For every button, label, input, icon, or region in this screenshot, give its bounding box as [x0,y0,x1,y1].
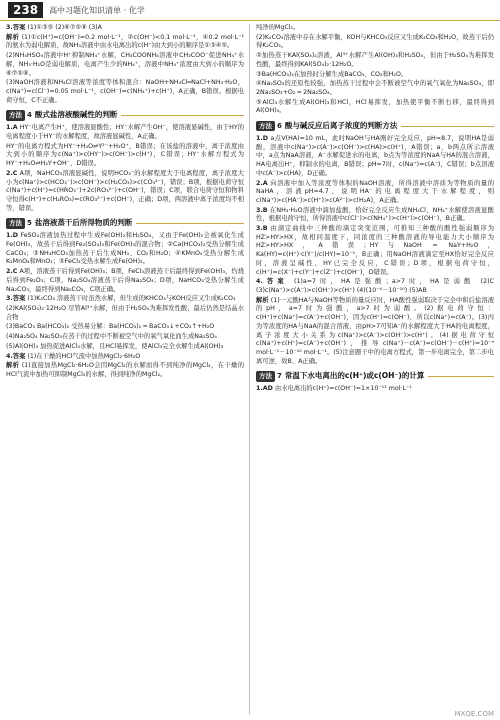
answer-paragraph [6,24,244,33]
answer-paragraph [256,278,494,295]
right-column [256,24,494,714]
section-number: 6 [277,121,282,130]
section-tag: 方法 [6,218,25,229]
answer-paragraph [6,52,244,78]
answer-text: 由水电离出的c(H⁺)=c(OH⁻)=1×10⁻¹² mol·L⁻¹ [274,385,412,393]
answer-paragraph [256,225,494,277]
answer-text: (2)NH₄HSO₄溶液中H⁺抑制NH₄⁺水解，CH₃COONH₄溶液中CH₃COO⁻促进NH₄⁺水解，NH₃·H₂O是弱电解质，电离产生少的NH₄⁺，溶液中NH₄⁺浓度由大到小的顺序为⑥⑦⑤⑧。 [6,52,244,77]
answer-label: 1.A [6,124,18,132]
answer-label: 解析 [6,362,20,370]
page-number: 238 [8,2,43,18]
left-answers-b [6,124,244,213]
answer-text: FeSO₄溶液加热过程中生成Fe(OH)₂和H₂SO₄，又由于Fe(OH)₂会被氧化生成Fe(OH)₃，故蒸干后得到Fe₂(SO₄)₃和Fe(OH)₃的混合物；②Ca(HCO₃)₂受热分解生成CaCO₃；③NH₄HCO₃加热蒸干后生成NH₃、CO₂和H₂O；④KMnO₄受热分解生成K₂MnO₄和MnO₂；⑤FeCl₃受热水解生成Fe(OH)₃。 [6,232,244,266]
answer-text: (1)直接加热MgCl₂·6H₂O会因MgCl₂的水解而得不到纯净的MgCl₂，在干燥的HCl气流中加热可抑制MgCl₂的水解，得到纯净的MgCl₂。 [6,362,244,378]
answer-paragraph [256,207,494,224]
answer-paragraph [6,34,244,51]
answer-text: (1)K₂CO₃ 溶液蒸干时虽然水解，但生成的KHCO₃与KOH反应又生成K₂CO₃ [27,295,236,303]
left-column [6,24,244,714]
answer-label: 1.D [256,135,269,143]
answer-text: 由滴定曲线中三种酸的滴定突变范围，可推知三种酸的酸性强弱顺序为HZ>HY>HX，故相同温度下，同浓度的三种酸溶液的导电能力大小顺序为HZ>HY>HX，A错误；HY与NaOH ═ NaY+H₂O，Ka(HY)=c(H⁺)·c(Y⁻)/c(HY)≈10⁻⁵，B正确；用NaOH溶液滴定至HX恰好完全反应时，溶液呈碱性，HY已完全反应，C错误；D项，根据电荷守恒，c(H⁺)=c(X⁻)+c(Y⁻)+c(Z⁻)+c(OH⁻)，D错误。 [256,225,494,276]
column-divider [249,24,250,714]
answer-text: 纯净的MgCl₂。 [256,24,300,31]
answer-text: ③Ba(HCO₃)₂在加热时分解生成BaCO₃、CO₂和H₂O。 [256,70,408,78]
answer-label: 4.答案 [6,352,26,360]
section-number: 7 [277,371,282,380]
answer-text: HY⁻的电离方程式为HY⁻+H₂O⇌Y²⁻+H₃O⁺，B错误；在该盐的溶液中，离子浓度由大到小的顺序为c(Na⁺)>c(HY⁻)>c(OH⁻)>c(H⁺)，C错误；HY⁻水解方程式为HY⁻+H₂O⇌H₂Y+OH⁻，D错误。 [6,142,244,168]
answer-text: (3)BaCO₃ Ba(HCO₃)₂ 受热易分解：Ba(HCO₃)₂ ═ BaCO₃↓+CO₂↑+H₂O [6,323,215,331]
answer-paragraph [6,124,244,141]
answer-paragraph [256,52,494,69]
answer-paragraph [6,268,244,294]
answer-text: a点V(HA)=10 mL，此时NaOH与HA刚好完全反应，pH=8.7，说明HA是弱酸，溶液中c(Na⁺)>c(A⁻)>c(OH⁻)>c(HA)>c(H⁺)，A错误；a、b两点所示溶液中，a点为NaA溶液，A⁻水解促进水的电离，b点为等浓度的NaA与HA的混合溶液，HA电离出H⁺，抑制水的电离，B错误；pH=7时，c(Na⁺)=c(A⁻)，C错误；b点溶液中c(A⁻)>c(HA)，D正确。 [256,135,494,177]
answer-paragraph [256,135,494,179]
section-tag: 方法 [6,110,25,121]
answer-paragraph [256,297,494,367]
answer-label: 3.B [256,225,268,233]
answer-label: 1.AD [256,385,273,393]
section-title: 酸与碱反应后离子浓度的判断方法 [284,120,398,130]
answer-paragraph [256,24,494,33]
answer-text: 向溶液中加入等浓度等体积的NaOH溶液，所得溶液中溶质为等物质的量的NaHA，溶液pH=4.7，说明HA⁻的电离程度大于水解程度，则c(Na⁺)>c(HA⁻)>c(H⁺)>c(A²⁻)>c(H₂A)，A正确。 [256,179,494,204]
answer-paragraph [6,232,244,267]
watermark: MXQE.COM [454,710,494,718]
answer-text: ④Na₂SO₃的还原性较强，加热蒸干过程中会不断被空气中的氧气氧化为Na₂SO₄，即2Na₂SO₃+O₂ ═ 2Na₂SO₄。 [256,80,494,96]
section-tag: 方法 [256,121,275,132]
answer-label: 1.D [6,232,19,240]
section-tag: 方法 [256,371,275,382]
right-answers-b [256,135,494,366]
answer-label: 解析 [6,33,20,41]
answer-text: (5)Al(OH)₃ 加热促进AlCl₃水解，且HCl易挥发，使AlCl₃完全水解生成Al(OH)₃ [6,342,224,350]
answer-paragraph [6,143,244,169]
right-answers-a [256,24,494,116]
answer-paragraph [6,295,244,304]
answer-label: 2.C [6,268,18,276]
answer-paragraph [6,79,244,105]
answer-text: 在NH₃·H₂O溶液中滴加盐酸，恰好完全反应生成NH₄Cl，NH₄⁺水解使溶液显酸性，根据电荷守恒，所得溶液中c(Cl⁻)>c(NH₄⁺)>c(H⁺)>c(OH⁻)，B正确。 [256,206,494,223]
section-6-heading [256,120,494,132]
answer-paragraph [256,71,494,80]
book-title: 高中习题化知识清单 · 化学 [49,5,145,15]
section-rule [428,376,494,377]
answer-text: A项，NaHCO₃溶液显碱性，说明HCO₃⁻的水解程度大于电离程度，离子浓度大小为c(Na⁺)>c(HCO₃⁻)>c(OH⁻)>c(H₂CO₃)>c(CO₃²⁻)，错误；B项，根据电荷守恒c(Na⁺)+c(H⁺)=c(HRO₃⁻)+2c(RO₃²⁻)+c(OH⁻)，错误；C项，联合电荷守恒和物料守恒得c(H⁺)+c(H₂RO₃)=c(RO₃²⁻)+c(OH⁻)，正确；D项，两溶液中离子浓度均不相等，错误。 [6,169,244,212]
answer-label: 3.答案 [6,24,26,31]
section-title: 盐溶液蒸干后所得物质的判断 [34,218,133,227]
section-rule [401,126,494,127]
answer-label: 3.答案 [6,295,26,303]
page-header [0,0,500,21]
answer-paragraph [6,362,244,379]
left-answers-a [6,24,244,105]
answer-text: (3)NaOH溶液和NH₄Cl溶液等浓度等体积混合：NaOH+NH₄Cl═NaCl+NH₃·H₂O，c(Na⁺)=c(Cl⁻)=0.05 mol·L⁻¹，c(OH⁻)=c(NH₄⁺)+c(H⁺)，A正确，B错误。根据电荷守恒，C不正确。 [6,79,244,104]
section-number: 5 [27,219,32,227]
answer-paragraph [6,333,244,342]
right-answers-c [256,385,494,394]
answer-text: HY⁻电离产生H⁺，使溶液显酸性；HY⁻水解产生OH⁻，使溶液显碱性，由于HY的电离程度小于HY⁻的水解程度，故溶液显碱性，A正确。 [6,124,244,141]
answer-label: 2.C [6,169,18,177]
left-answers-c [6,232,244,379]
answer-text: (1)a=7时，HA是强酸；a>7时，HA是弱酸 (2)C (3)c(Na⁺)>c(A⁻)>c(OH⁻)>c(H⁺) (4)(10⁻⁴－10⁻¹⁰) (5)AB [256,278,494,294]
answer-text: ⑤AlCl₃水解生成Al(OH)₃和HCl，HCl易挥发，加热使平衡不断右移，最终得到Al(OH)₃。 [256,98,494,115]
answer-paragraph [256,180,494,206]
answer-paragraph [6,343,244,352]
answer-text: (1)一元酸HA与NaOH等物质的量反应时，HA酸性强弱取决于完全中和后盐溶液的pH，a=7时为强酸，a>7时为弱酸。(2)据电荷守恒：c(H⁺)+c(Na⁺)=c(A⁻)+c(OH⁻)，因为c(H⁺)=c(OH⁻)，所以c(Na⁺)=c(A⁻)。(3)丙为等浓度的HA与NaA的混合溶液，由pH>7可知A⁻的水解程度大于HA的电离程度，离子浓度大小关系为c(Na⁺)>c(A⁻)>c(OH⁻)>c(H⁺)。(4)据电荷守恒c(Na⁺)+c(H⁺)=c(A⁻)+c(OH⁻)，推导c(Na⁺)－c(A⁻)=c(OH⁻)－c(H⁺)=10⁻⁴ mol·L⁻¹－10⁻¹⁰ mol·L⁻¹。(5)注意题干中的电离方程式，第一步电离完全，第二步电离可逆，故B、A正确。 [256,296,494,365]
answer-paragraph [256,99,494,116]
section-rule [121,115,244,116]
section-title: 酸式盐溶液酸碱性的判断 [34,109,118,119]
answer-paragraph [6,305,244,322]
section-rule [136,223,244,224]
answer-text: (2)K₂CO₃溶液中存在水解平衡，KOH与KHCO₃反应又生成K₂CO₃和H₂O，故蒸干后仍得K₂CO₃。 [256,33,494,50]
answer-label: 2.A [256,179,268,187]
answer-label: 4.答案 [256,278,288,286]
answer-paragraph [6,323,244,332]
answer-paragraph [256,385,494,394]
answer-text: (1)①c(H⁺)=c(OH⁻)=0.2 mol·L⁻¹，②c(OH⁻)<0.1 mol·L⁻¹，④0.2 mol·L⁻¹的氨水为弱电解质，故NH₃溶液中由水电离出的c(H⁺)由大到小的顺序是①③④⑤。 [6,33,244,50]
answer-text: (1)①③⑤ (2)⑥⑦⑤⑧ (3)A [27,24,102,31]
section-7-heading [256,370,494,382]
section-4-heading [6,109,244,121]
answer-paragraph [6,353,244,362]
answer-paragraph [256,34,494,51]
answer-label: 3.B [256,206,268,214]
answer-text: A项，溶液蒸干后得到Fe(OH)₃；B项，FeCl₃溶液蒸干后最终得到Fe(OH)₃，灼烧后得到Fe₂O₃；C项，Na₂SO₄溶液蒸干后得Na₂SO₄；D项，NaHCO₃受热分解生成Na₂CO₃，最终得到Na₂CO₃，C项正确。 [6,268,244,293]
section-5-heading [6,217,244,229]
answer-text: ②加热蒸干KAl(SO₄)₂溶液，Al³⁺水解产生Al(OH)₃和H₂SO₄，但由于H₂SO₄为难挥发性酸，最终得到KAl(SO₄)₂·12H₂O。 [256,52,494,68]
answer-label: 解析 [256,296,269,304]
section-number: 4 [27,110,32,119]
answer-text: (4)Na₂SO₄ Na₂SO₃在蒸干的过程中不断被空气中的氧气氧化而生成Na₂SO₄ [6,333,217,341]
answer-paragraph [6,170,244,214]
section-title: 常温下水电离出的c(H⁺)或c(OH⁻)的计算 [284,370,425,380]
answer-text: (1)在干燥的HCl气流中加热MgCl₂·6H₂O [27,352,141,360]
answer-text: (2)KAl(SO₄)₂·12H₂O 尽管Al³⁺水解，但由于H₂SO₄为难挥发性酸，最后仍然是结晶水合物 [6,304,244,321]
answer-paragraph [256,80,494,97]
